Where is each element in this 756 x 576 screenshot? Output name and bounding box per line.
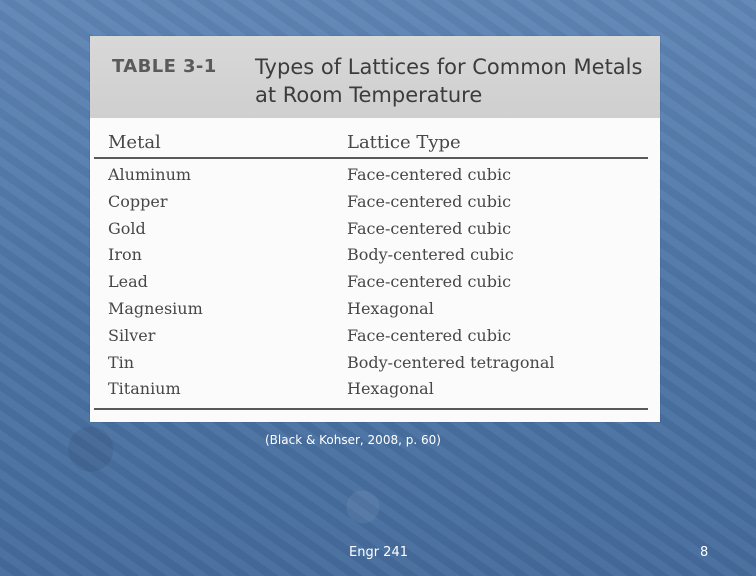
table-row	[90, 191, 660, 218]
table-row	[90, 271, 660, 298]
metal-column-header: Metal	[108, 132, 161, 153]
lattice-cell: Face-centered cubic	[347, 191, 512, 211]
table-image	[90, 36, 660, 422]
metal-cell: Silver	[108, 325, 156, 345]
metal-cell: Aluminum	[108, 165, 192, 184]
table-row	[90, 164, 660, 191]
table-row	[90, 378, 660, 405]
course-footer: Engr 241	[349, 545, 408, 560]
table-label: TABLE 3-1	[112, 56, 217, 77]
page-number: 8	[700, 545, 709, 560]
metal-cell: Magnesium	[108, 298, 203, 318]
lattice-cell: Face-centered cubic	[347, 272, 512, 292]
table-title: Types of Lattices for Common Metals at Room Temperature	[255, 55, 643, 107]
metal-cell: Lead	[108, 272, 148, 292]
table-row	[90, 298, 660, 325]
metal-cell: Iron	[108, 245, 142, 265]
table-rows	[90, 164, 660, 405]
lattice-cell: Face-centered cubic	[347, 218, 512, 238]
table-row	[90, 244, 660, 271]
metal-cell: Gold	[108, 218, 146, 238]
metal-cell: Tin	[108, 352, 135, 372]
lattice-column-header: Lattice Type	[347, 132, 461, 153]
table-row	[90, 352, 660, 379]
citation: (Black & Kohser, 2008, p. 60)	[265, 433, 441, 447]
table-row	[90, 218, 660, 245]
lattice-cell: Hexagonal	[347, 298, 434, 318]
lattice-cell: Body-centered cubic	[347, 245, 514, 265]
table-bottom-divider	[94, 408, 648, 410]
lattice-cell: Face-centered cubic	[347, 165, 512, 184]
table-header	[90, 36, 660, 118]
table-row	[90, 325, 660, 352]
lattice-cell: Face-centered cubic	[347, 325, 512, 345]
metal-cell: Copper	[108, 191, 168, 211]
lattice-cell: Hexagonal	[347, 379, 434, 399]
header-divider	[94, 157, 648, 159]
metal-cell: Titanium	[108, 379, 181, 399]
lattice-cell: Body-centered tetragonal	[347, 352, 555, 372]
